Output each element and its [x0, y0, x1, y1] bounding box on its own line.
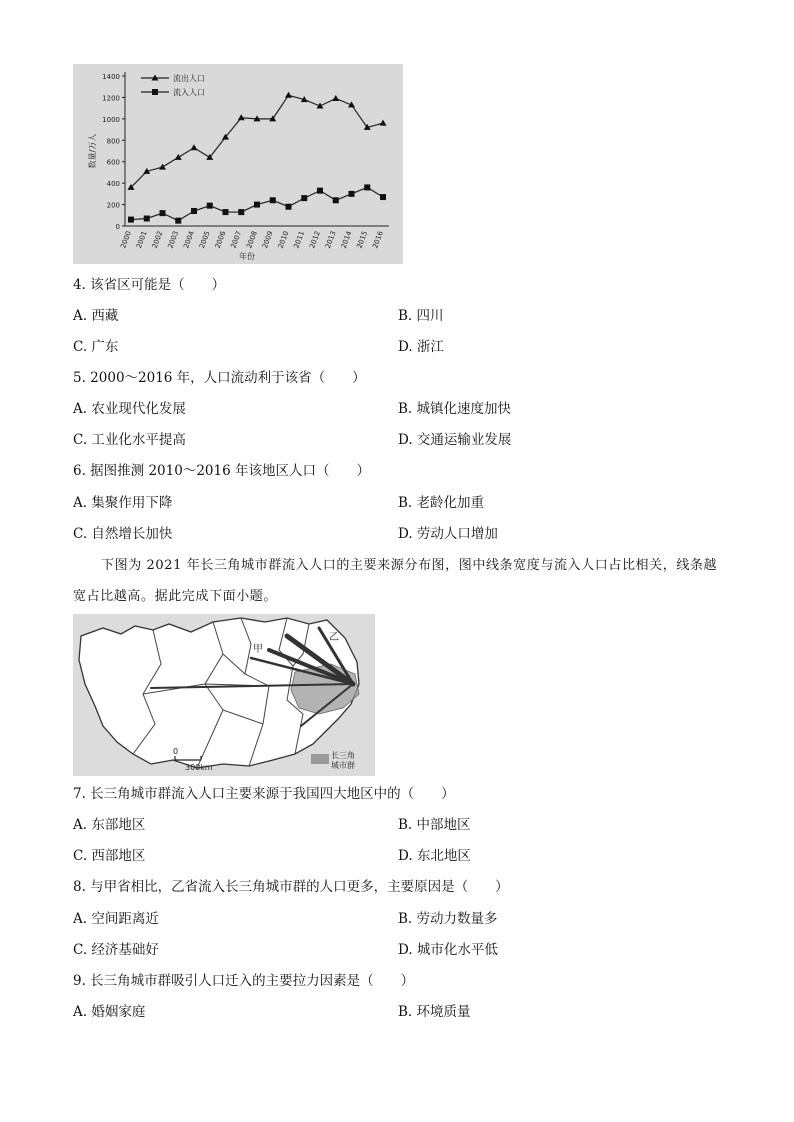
y-tick-label: 1400 — [102, 73, 120, 81]
point-流入人口-2011 — [301, 195, 307, 201]
question-6-option-c: C. 自然增长加快 — [73, 526, 173, 542]
question-5-option-d: D. 交通运输业发展 — [398, 432, 512, 448]
question-5-option-b: B. 城镇化速度加快 — [398, 401, 512, 417]
y-tick-label: 200 — [106, 201, 120, 210]
point-流入人口-2016 — [380, 194, 386, 200]
x-tick-label: 2008 — [245, 229, 259, 250]
question-7-option-a: A. 东部地区 — [73, 817, 146, 833]
y-tick-label: 800 — [106, 137, 120, 146]
question-5-stem: 5. 2000～2016 年，人口流动利于该省（ ） — [73, 370, 366, 386]
question-4-option-c: C. 广东 — [73, 339, 119, 355]
x-tick-label: 2016 — [371, 229, 385, 250]
point-流入人口-2012 — [317, 188, 323, 194]
legend-label-line2: 城市群 — [331, 761, 355, 770]
x-tick-label: 2014 — [339, 229, 354, 250]
map-svg — [73, 614, 375, 776]
x-tick-label: 2010 — [276, 229, 291, 250]
x-tick-label: 2002 — [150, 229, 165, 250]
intro-paragraph-line2: 宽占比越高。据此完成下面小题。 — [73, 589, 278, 604]
point-流出人口-2016 — [380, 120, 387, 126]
point-流入人口-2005 — [207, 203, 213, 209]
x-tick-label: 2015 — [355, 229, 370, 250]
series-line-流出人口 — [131, 95, 383, 187]
x-tick-label: 2013 — [324, 229, 338, 250]
x-tick-label: 2006 — [213, 229, 228, 250]
x-tick-label: 2009 — [261, 229, 275, 250]
question-4-stem: 4. 该省区可能是（ ） — [73, 277, 226, 293]
intro-paragraph-line1: 下图为 2021 年长三角城市群流入人口的主要来源分布图，图中线条宽度与流入人口占比相关，线条越 — [101, 558, 718, 573]
question-8-option-b: B. 劳动力数量多 — [398, 911, 498, 927]
question-8-option-a: A. 空间距离近 — [73, 911, 159, 927]
y-tick-label: 600 — [106, 158, 120, 167]
y-axis-label: 数量/万人 — [88, 133, 97, 169]
question-9-stem: 9. 长三角城市群吸引人口迁入的主要拉力因素是（ ） — [73, 973, 415, 989]
point-流出人口-2003 — [175, 154, 182, 160]
point-流入人口-2000 — [128, 217, 134, 223]
question-8-option-d: D. 城市化水平低 — [398, 942, 498, 958]
point-流入人口-2007 — [238, 209, 244, 215]
question-5-option-c: C. 工业化水平提高 — [73, 432, 186, 448]
point-流出人口-2013 — [332, 95, 339, 101]
x-tick-label: 2012 — [308, 229, 322, 250]
point-流入人口-2000 — [152, 89, 158, 95]
label-yi: 乙 — [329, 632, 339, 643]
point-流出人口-2004 — [191, 144, 198, 150]
x-tick-label: 2007 — [229, 229, 244, 250]
question-6-option-d: D. 劳动人口增加 — [398, 526, 498, 542]
label-jia: 甲 — [253, 644, 263, 655]
population-flow-chart — [73, 64, 403, 264]
question-7-option-d: D. 东北地区 — [398, 848, 471, 864]
x-tick-label: 2011 — [292, 229, 307, 250]
x-tick-label: 2005 — [198, 229, 212, 250]
point-流入人口-2013 — [333, 197, 339, 203]
point-流入人口-2009 — [270, 197, 276, 203]
question-8-stem: 8. 与甲省相比，乙省流入长三角城市群的人口更多，主要原因是（ ） — [73, 879, 509, 895]
point-流入人口-2003 — [175, 218, 181, 224]
point-流出人口-2002 — [159, 164, 166, 170]
y-tick-label: 0 — [115, 223, 120, 231]
question-8-option-c: C. 经济基础好 — [73, 942, 159, 958]
scale-label: 300km — [185, 763, 213, 772]
point-流入人口-2002 — [160, 210, 166, 216]
migration-map — [73, 614, 375, 776]
x-tick-label: 2004 — [182, 229, 196, 250]
question-4-option-a: A. 西藏 — [73, 308, 119, 324]
y-tick-label: 1000 — [102, 115, 120, 124]
point-流入人口-2008 — [254, 202, 260, 208]
question-7-option-b: B. 中部地区 — [398, 817, 471, 833]
point-流入人口-2006 — [223, 209, 229, 215]
question-6-option-a: A. 集聚作用下降 — [73, 495, 173, 511]
legend-label-line1: 长三角 — [331, 751, 355, 760]
question-4-option-d: D. 浙江 — [398, 339, 444, 355]
x-tick-label: 2003 — [166, 229, 181, 250]
question-4-option-b: B. 四川 — [398, 308, 444, 324]
question-7-option-c: C. 西部地区 — [73, 848, 146, 864]
x-tick-label: 2001 — [135, 229, 149, 250]
legend-label-流出人口: 流出人口 — [173, 74, 205, 83]
point-流出人口-2007 — [238, 114, 245, 120]
y-tick-label: 400 — [106, 180, 120, 189]
question-6-option-b: B. 老龄化加重 — [398, 495, 485, 511]
question-9-option-b: B. 环境质量 — [398, 1004, 471, 1020]
point-流入人口-2004 — [191, 208, 197, 214]
question-7-stem: 7. 长三角城市群流入人口主要来源于我国四大地区中的（ ） — [73, 786, 455, 802]
point-流入人口-2001 — [144, 216, 150, 222]
scale-zero: 0 — [173, 747, 179, 756]
question-9-option-a: A. 婚姻家庭 — [73, 1004, 146, 1020]
x-axis-label: 年份 — [239, 252, 255, 261]
x-tick-label: 2000 — [119, 229, 133, 250]
question-5-option-a: A. 农业现代化发展 — [73, 401, 186, 417]
point-流入人口-2014 — [349, 191, 355, 197]
point-流入人口-2015 — [364, 184, 370, 190]
question-6-stem: 6. 据图推测 2010～2016 年该地区人口（ ） — [73, 463, 370, 479]
y-tick-label: 1200 — [102, 94, 120, 103]
point-流出人口-2010 — [285, 92, 292, 98]
legend-swatch — [311, 754, 329, 764]
point-流入人口-2010 — [286, 204, 292, 210]
line-chart — [73, 64, 403, 264]
legend-label-流入人口: 流入人口 — [173, 88, 205, 97]
